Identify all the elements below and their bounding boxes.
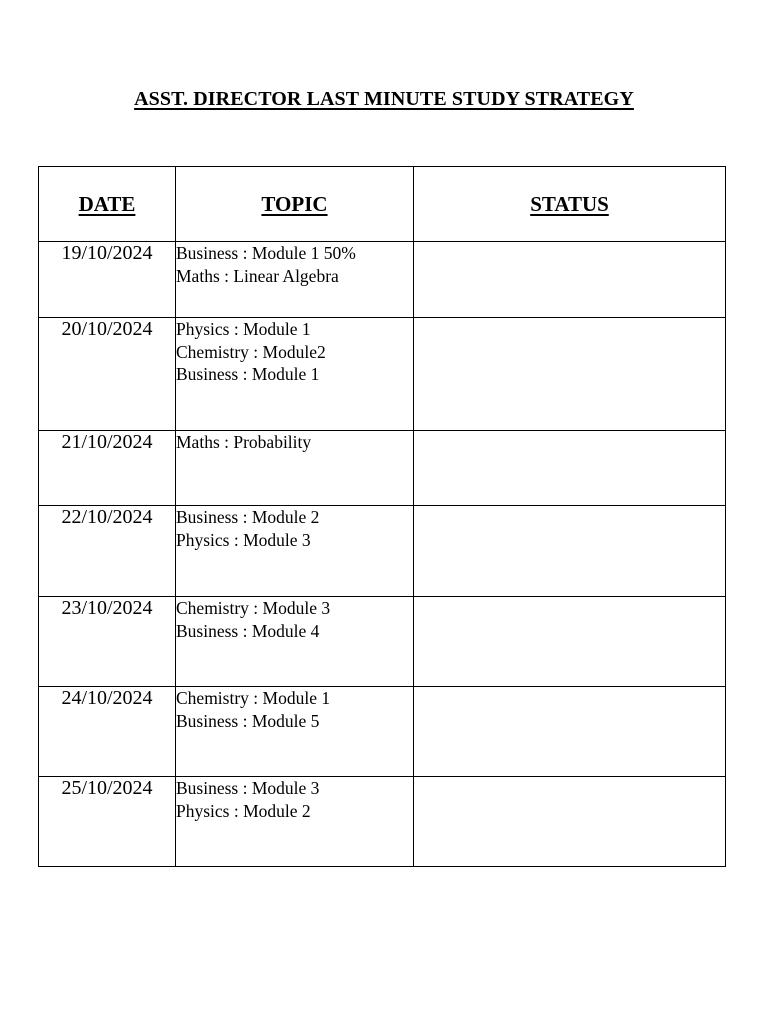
topic-line: Physics : Module 1 xyxy=(176,319,311,339)
status-cell xyxy=(414,431,726,506)
topic-line: Physics : Module 3 xyxy=(176,529,311,550)
topic-cell xyxy=(176,242,414,318)
status-cell xyxy=(414,506,726,597)
date-cell: 24/10/2024 xyxy=(39,687,176,777)
status-cell xyxy=(414,687,726,777)
study-schedule-table xyxy=(38,166,726,867)
topic-cell xyxy=(176,687,414,777)
date-cell: 20/10/2024 xyxy=(39,318,176,431)
status-cell xyxy=(414,242,726,318)
topic-line: Business : Module 3 xyxy=(176,778,320,798)
topic-line: Business : Module 4 xyxy=(176,620,320,641)
date-cell: 21/10/2024 xyxy=(39,431,176,506)
date-cell: 25/10/2024 xyxy=(39,777,176,867)
date-cell: 22/10/2024 xyxy=(39,506,176,597)
status-cell xyxy=(414,318,726,431)
date-column-header: DATE xyxy=(39,167,176,242)
topic-line: Business : Module 2 xyxy=(176,507,320,527)
topic-line: Maths : Linear Algebra xyxy=(176,265,339,286)
date-cell: 23/10/2024 xyxy=(39,597,176,687)
topic-cell xyxy=(176,318,414,431)
table-row xyxy=(39,506,726,597)
topic-line: Chemistry : Module 1 xyxy=(176,688,331,708)
topic-line: Business : Module 5 xyxy=(176,710,320,731)
status-column-header: STATUS xyxy=(414,167,726,242)
table-row xyxy=(39,242,726,318)
topic-line: Chemistry : Module2 xyxy=(176,341,326,362)
topic-line: Business : Module 1 xyxy=(176,364,320,384)
topic-cell xyxy=(176,506,414,597)
topic-cell xyxy=(176,431,414,506)
table-row xyxy=(39,777,726,867)
topic-line: Maths : Probability xyxy=(176,432,312,452)
topic-cell xyxy=(176,597,414,687)
status-cell xyxy=(414,597,726,687)
date-cell: 19/10/2024 xyxy=(39,242,176,318)
topic-cell xyxy=(176,777,414,867)
document-title: ASST. DIRECTOR LAST MINUTE STUDY STRATEGY xyxy=(134,88,634,110)
table-row xyxy=(39,597,726,687)
status-cell xyxy=(414,777,726,867)
table-row xyxy=(39,318,726,431)
topic-column-header: TOPIC xyxy=(176,167,414,242)
topic-line: Chemistry : Module 3 xyxy=(176,598,331,618)
topic-line: Business : Module 1 50% xyxy=(176,243,356,263)
topic-line: Physics : Module 2 xyxy=(176,800,311,821)
table-header-row xyxy=(39,167,726,242)
table-row xyxy=(39,431,726,506)
table-row xyxy=(39,687,726,777)
